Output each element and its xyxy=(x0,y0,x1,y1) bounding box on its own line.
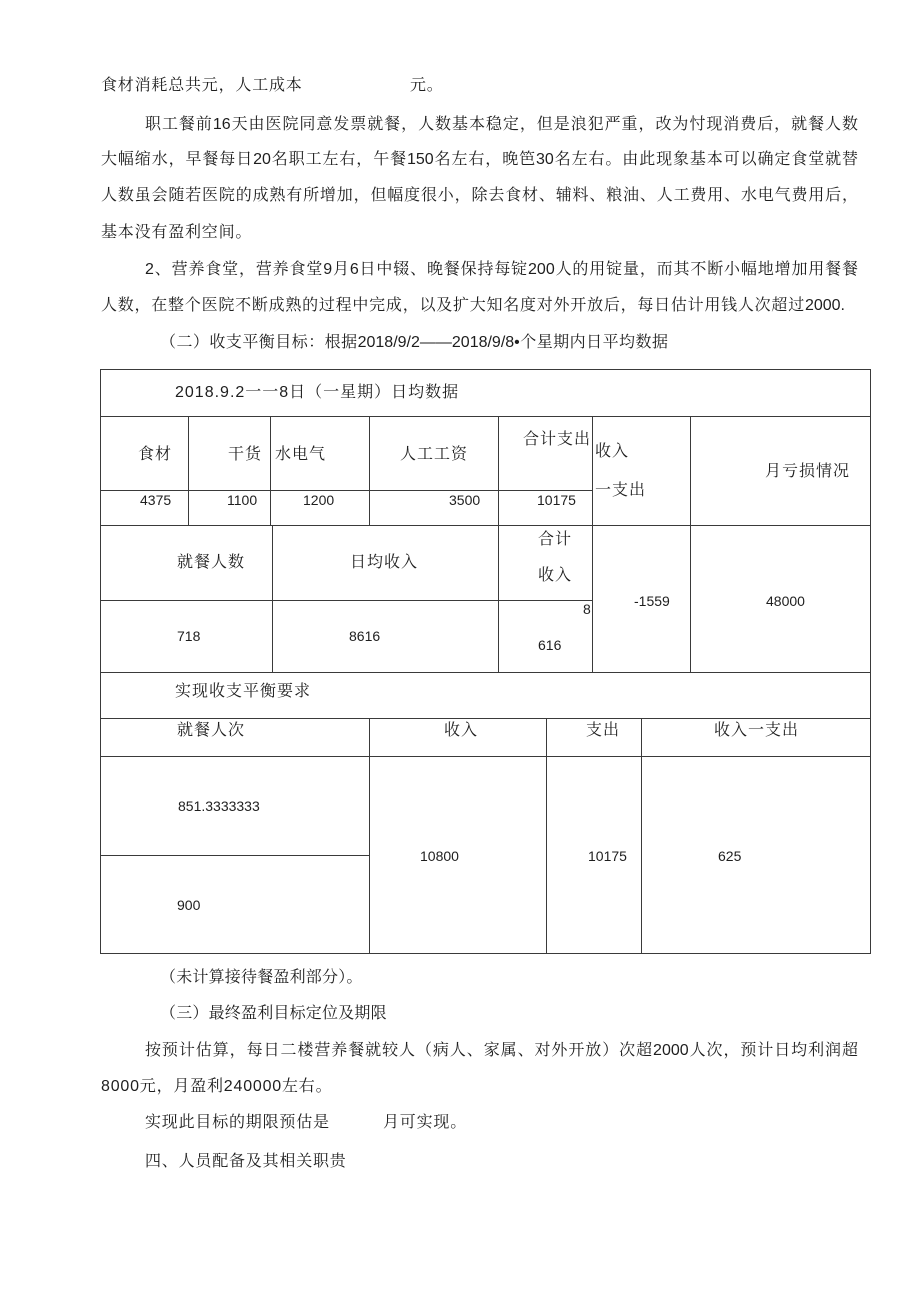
header-breakeven-revenue: 收入 xyxy=(444,722,479,739)
value-labor: 3500 xyxy=(449,492,481,508)
value-total-expense: 10175 xyxy=(537,492,576,508)
value-daily-revenue: 8616 xyxy=(349,628,381,644)
breakeven-title: 实现收支平衡要求 xyxy=(175,683,312,700)
value-food: 4375 xyxy=(140,492,172,508)
header-total-expense: 合计支出 xyxy=(523,431,592,448)
value-breakeven-revenue: 10800 xyxy=(420,848,459,864)
table-rule xyxy=(690,416,691,672)
table-rule xyxy=(100,953,871,954)
table-rule xyxy=(272,525,273,672)
header-breakeven-diners: 就餐人次 xyxy=(177,722,246,739)
header-labor: 人工工资 xyxy=(400,446,469,463)
nutrition-canteen-line: 2、营养食堂，营养食堂9月6日中辍、晚餐保持每锭200人的用锭量，而其不断小幅地增加用餐餐 xyxy=(145,261,858,278)
header-monthly-loss: 月亏损情况 xyxy=(765,463,851,480)
header-net-line2: 一支出 xyxy=(595,482,647,499)
value-breakeven-net: 625 xyxy=(718,848,742,864)
staff-meal-line: 人数虽会随若医院的成熟有所增加，但幅度很小，除去食材、辅料、粮油、人工费用、水电气费用后， xyxy=(101,187,858,204)
value-net: -1559 xyxy=(634,593,670,609)
header-food: 食材 xyxy=(138,446,173,463)
table-rule xyxy=(870,369,871,954)
value-utilities: 1200 xyxy=(303,492,335,508)
nutrition-canteen-line: 人数，在整个医院不断成熟的过程中完成，以及扩大知名度对外开放后，每日估计用钱人次超过2000. xyxy=(101,297,845,314)
table-rule xyxy=(546,718,547,953)
table-rule xyxy=(592,416,593,672)
header-breakeven-expense: 支出 xyxy=(586,722,621,739)
forecast-line: 8000元，月盈利240000左右。 xyxy=(101,1078,333,1095)
table-rule xyxy=(100,718,871,719)
table-period-title: 2018.9.2一一8日（一星期）日均数据 xyxy=(175,384,460,401)
table-rule xyxy=(100,756,871,757)
header-diners: 就餐人数 xyxy=(177,554,246,571)
header-net-line1: 收入 xyxy=(595,443,630,460)
table-rule xyxy=(100,416,871,417)
table-rule xyxy=(100,525,871,526)
table-note: （未计算接待餐盈利部分）。 xyxy=(160,969,363,986)
staff-meal-line: 大幅缩水，早餐每日20名职工左右，午餐150名左右，晚笆30名左右。由此现象基本可以确定食堂就替 xyxy=(101,151,858,168)
staff-meal-line: 职工餐前16天由医院同意发票就餐，人数基本稳定，但是浪犯严重，改为忖现消费后，就餐人数 xyxy=(145,116,858,133)
table-rule xyxy=(100,369,101,954)
intro-suffix: 元。 xyxy=(410,77,444,94)
table-rule xyxy=(100,490,593,491)
table-rule xyxy=(100,369,871,370)
deadline-suffix: 月可实现。 xyxy=(383,1114,468,1131)
intro-text: 食材消耗总共元，人工成本 xyxy=(101,77,303,94)
table-rule xyxy=(100,672,871,673)
value-breakeven-diners-1: 851.3333333 xyxy=(178,798,260,814)
table-rule xyxy=(641,718,642,953)
header-total-revenue-line2: 收入 xyxy=(538,567,573,584)
section-heading: （三）最终盈利目标定位及期限 xyxy=(160,1005,387,1022)
header-utilities: 水电气 xyxy=(275,446,327,463)
header-dry-goods: 干货 xyxy=(228,446,263,463)
deadline-text: 实现此目标的期限预估是 xyxy=(145,1114,330,1131)
value-total-revenue-part1: 8 xyxy=(583,601,591,617)
header-total-revenue-line1: 合计 xyxy=(538,531,573,548)
value-dry-goods: 1100 xyxy=(227,492,258,508)
header-breakeven-net: 收入一支出 xyxy=(714,722,800,739)
value-breakeven-expense: 10175 xyxy=(588,848,627,864)
table-rule xyxy=(270,416,271,525)
table-rule xyxy=(369,416,370,525)
table-rule xyxy=(369,718,370,953)
staff-meal-line: 基本没有盈利空间。 xyxy=(101,224,253,241)
value-total-revenue-part2: 616 xyxy=(538,637,562,653)
table-rule xyxy=(498,416,499,672)
table-rule xyxy=(100,600,593,601)
value-breakeven-diners-2: 900 xyxy=(177,897,201,913)
table-rule xyxy=(100,855,370,856)
value-monthly-loss: 48000 xyxy=(766,593,805,609)
forecast-line: 按预计估算，每日二楼营养餐就较人（病人、家属、对外开放）次超2000人次，预计日均利润超 xyxy=(145,1042,858,1059)
table-rule xyxy=(188,416,189,525)
section-heading: （二）收支平衡目标：根据2018/9/2——2018/9/8•个星期内日平均数据 xyxy=(160,334,668,351)
header-daily-revenue: 日均收入 xyxy=(350,554,419,571)
value-diners: 718 xyxy=(177,628,201,644)
section-heading: 四、人员配备及其相关职贵 xyxy=(145,1153,347,1170)
